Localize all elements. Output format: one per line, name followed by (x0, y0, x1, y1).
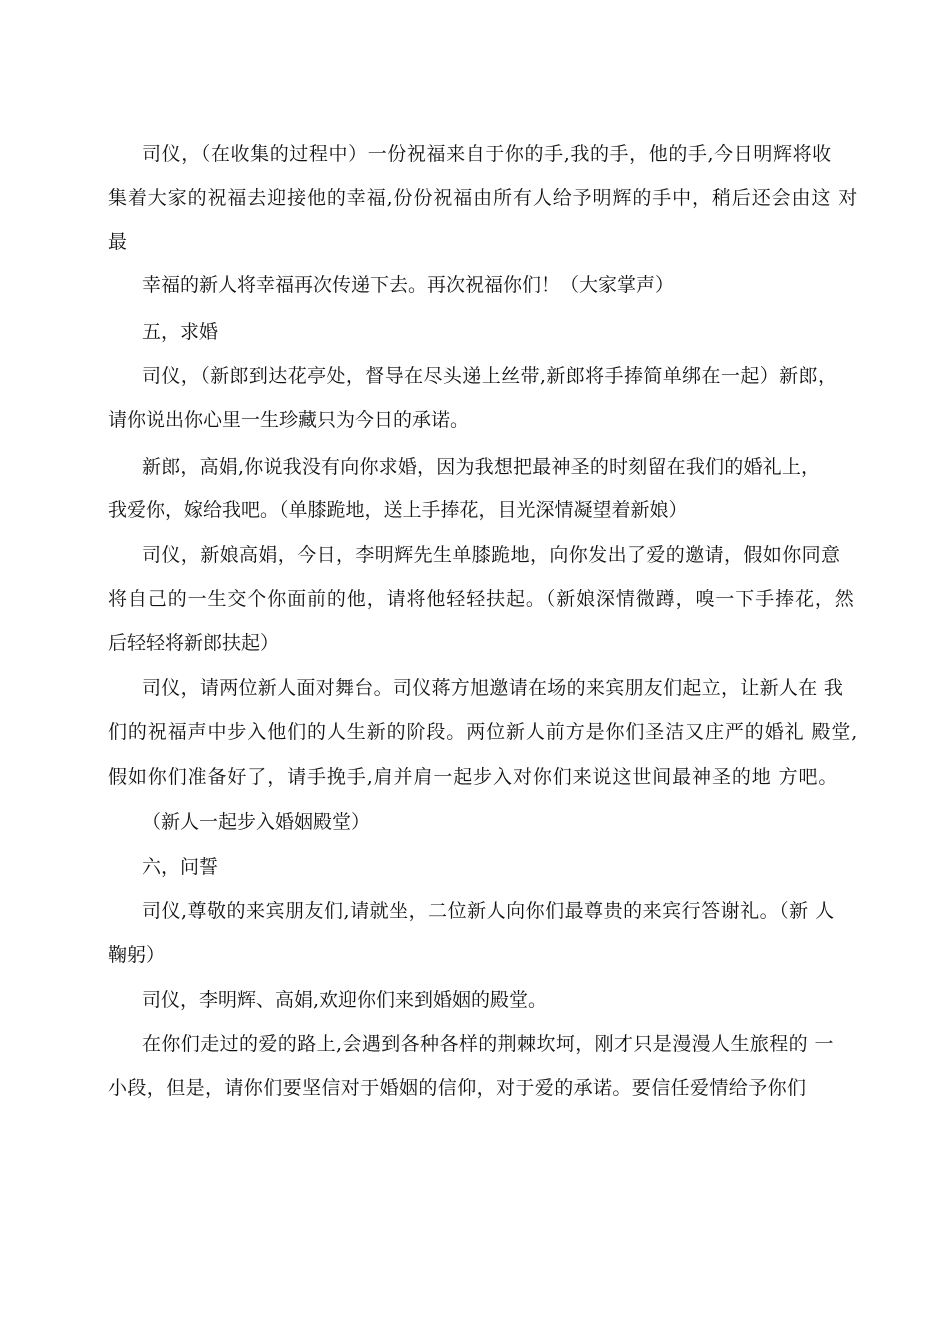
text-line: 将自己的一生交个你面前的他，请将他轻轻扶起。（新娘深情微蹲，嗅一下手捧花，然 (108, 588, 855, 610)
section-heading: 六，问誓 (142, 856, 219, 878)
text-line: 司仪，（新郎到达花亭处，督导在尽头递上丝带,新郎将手捧简单绑在一起）新郎， (142, 365, 838, 387)
text-line: 司仪,尊敬的来宾朋友们,请就坐，二位新人向你们最尊贵的来宾行答谢礼。（新 人 (142, 900, 835, 922)
text-line: 假如你们准备好了，请手挽手,肩并肩一起步入对你们来说这世间最神圣的地 方吧。 (108, 766, 839, 788)
text-line: 司仪，新娘高娟，今日，李明辉先生单膝跪地，向你发出了爱的邀请，假如你同意 (142, 544, 841, 566)
text-line: 司仪，李明辉、高娟,欢迎你们来到婚姻的殿堂。 (142, 989, 548, 1011)
text-line: 幸福的新人将幸福再次传递下去。再次祝福你们！（大家掌声） (142, 274, 675, 296)
section-heading: 五，求婚 (142, 321, 219, 343)
text-line: 最 (108, 231, 128, 253)
text-line: 新郎，高娟,你说我没有向你求婚，因为我想把最神圣的时刻留在我们的婚礼上， (142, 456, 821, 478)
text-line: 们的祝福声中步入他们的人生新的阶段。两位新人前方是你们圣洁又庄严的婚礼 殿堂, (108, 721, 859, 743)
text-line: 请你说出你心里一生珍藏只为今日的承诺。 (108, 409, 470, 431)
text-line: 司仪，（在收集的过程中）一份祝福来自于你的手,我的手，他的手,今日明辉将收 (142, 143, 832, 165)
text-line: 司仪，请两位新人面对舞台。司仪蒋方旭邀请在场的来宾朋友们起立，让新人在 我 (142, 677, 844, 699)
text-line: 在你们走过的爱的路上,会遇到各种各样的荆棘坎坷，刚才只是漫漫人生旅程的 一 (142, 1033, 834, 1055)
text-line: 后轻轻将新郎扶起） (108, 632, 280, 654)
text-line: 集着大家的祝福去迎接他的幸福,份份祝福由所有人给予明辉的手中，稍后还会由这 对 (108, 187, 859, 209)
text-line: （新人一起步入婚姻殿堂） (142, 811, 371, 833)
text-line: 我爱你，嫁给我吧。（单膝跪地，送上手捧花，目光深情凝望着新娘） (108, 499, 688, 521)
text-line: 鞠躬） (108, 944, 166, 966)
text-line: 小段，但是，请你们要坚信对于婚姻的信仰，对于爱的承诺。要信任爱情给予你们 (108, 1077, 807, 1099)
